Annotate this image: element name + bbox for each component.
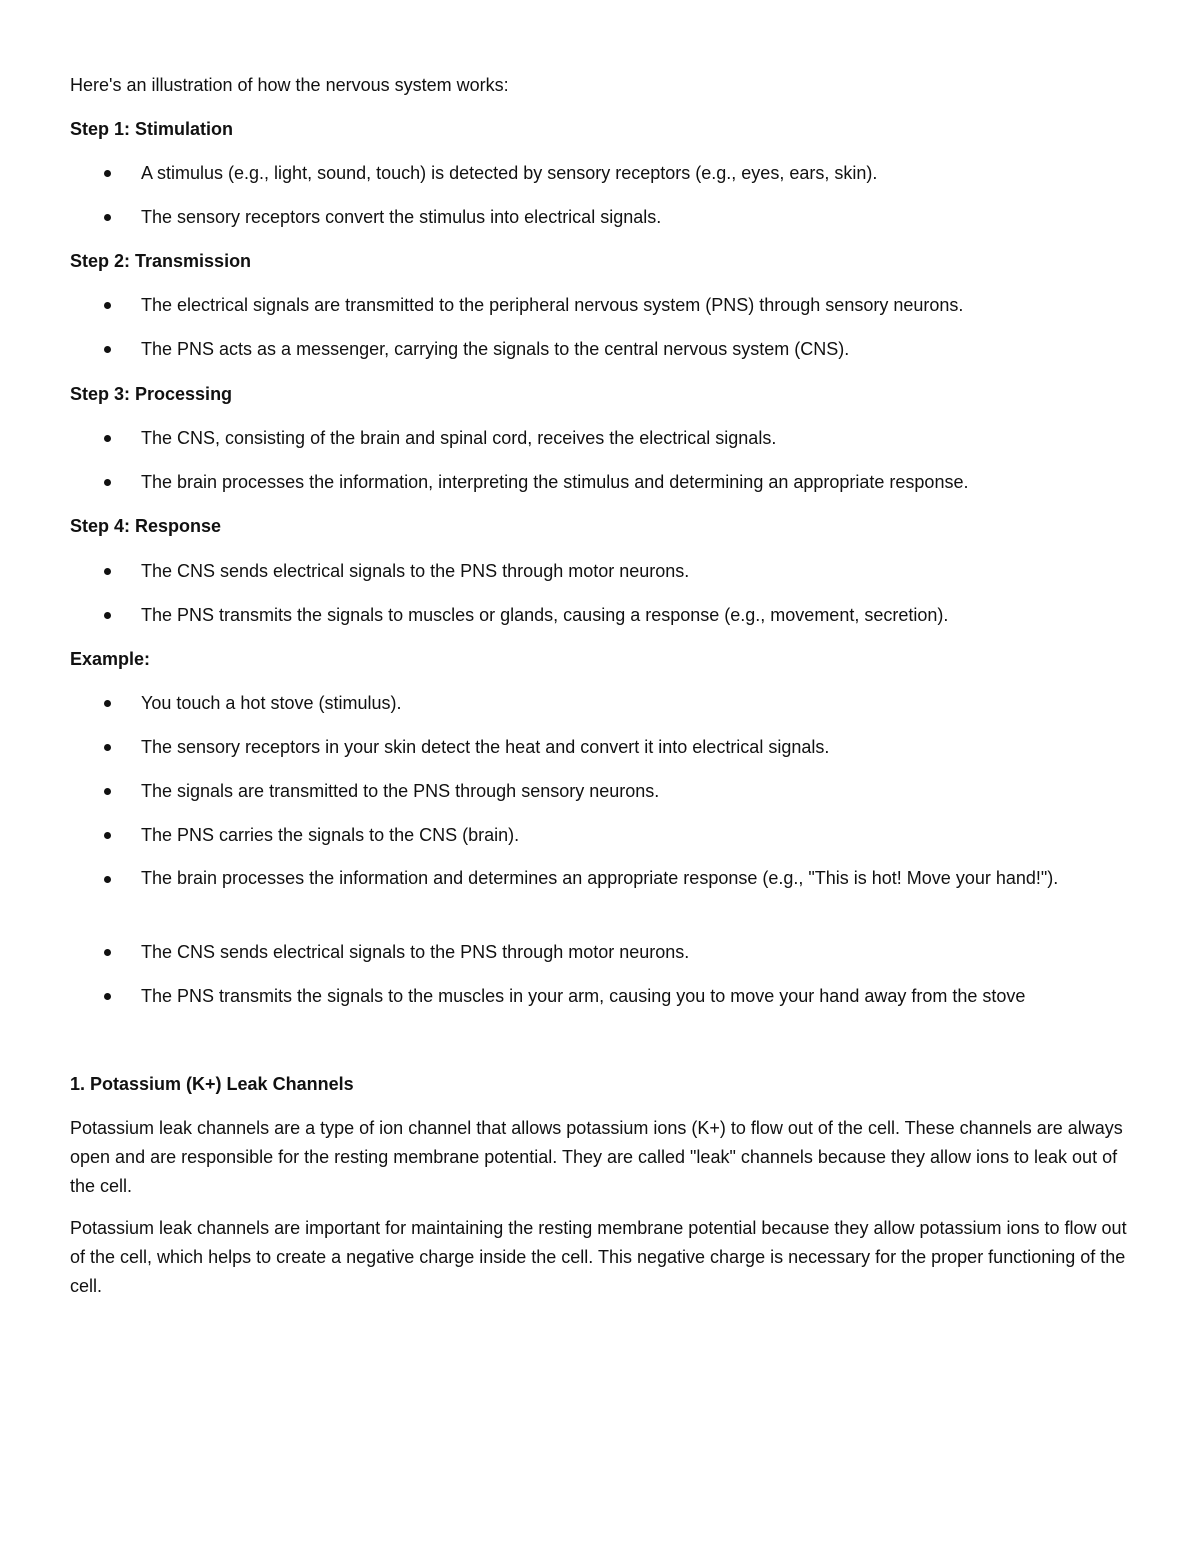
list-item-text: The CNS sends electrical signals to the PNS through motor neurons. [141,561,690,581]
step-3-heading: Step 3: Processing [70,384,233,404]
step-1-heading: Step 1: Stimulation [70,119,234,139]
list-item-text: The PNS transmits the signals to muscles or glands, causing a response (e.g., movement, secretion). [141,605,949,625]
paragraph: Potassium leak channels are important for maintaining the resting membrane potential because they allow potassium ions to flow out of the cell, which helps to create a negative charge inside the cell. This negative charge is necessary for the proper functioning of the cell. [70,1218,1127,1296]
step-2-heading: Step 2: Transmission [70,251,252,271]
bullet-icon [104,302,111,309]
intro-text: Here's an illustration of how the nervous system works: [70,75,509,95]
list-item-text: The CNS, consisting of the brain and spinal cord, receives the electrical signals. [141,428,777,448]
list-item-text: The PNS carries the signals to the CNS (brain). [141,825,520,845]
bullet-icon [104,832,111,839]
bullet-icon [104,214,111,221]
example-heading: Example: [70,649,151,669]
bullet-icon [104,993,111,1000]
step-4-heading: Step 4: Response [70,516,222,536]
bullet-icon [104,744,111,751]
bullet-icon [104,568,111,575]
bullet-icon [104,435,111,442]
list-item-text: The electrical signals are transmitted to the peripheral nervous system (PNS) through sensory neurons. [141,295,964,315]
bullet-icon [104,876,111,883]
bullet-icon [104,949,111,956]
bullet-icon [104,479,111,486]
paragraph: Potassium leak channels are a type of ion channel that allows potassium ions (K+) to flow out of the cell. These channels are always open and are responsible for the resting membrane potential. They are called "leak" channels because they allow ions to leak out of the cell. [70,1118,1123,1196]
bullet-icon [104,612,111,619]
bullet-icon [104,700,111,707]
bullet-icon [104,170,111,177]
list-item-text: The sensory receptors convert the stimulus into electrical signals. [141,207,662,227]
bullet-icon [104,346,111,353]
list-item-text: The CNS sends electrical signals to the PNS through motor neurons. [141,942,690,962]
list-item-text: You touch a hot stove (stimulus). [141,693,402,713]
list-item-text: The PNS transmits the signals to the muscles in your arm, causing you to move your hand away from the stove [141,986,1026,1006]
list-item-text: A stimulus (e.g., light, sound, touch) is detected by sensory receptors (e.g., eyes, ears, skin). [141,163,878,183]
list-item-text: The brain processes the information and determines an appropriate response (e.g., "This is hot! Move your hand!"). [141,868,1059,888]
section-heading: 1. Potassium (K+) Leak Channels [70,1074,354,1094]
list-item-text: The brain processes the information, interpreting the stimulus and determining an appropriate response. [141,472,969,492]
list-item-text: The signals are transmitted to the PNS through sensory neurons. [141,781,660,801]
list-item-text: The sensory receptors in your skin detect the heat and convert it into electrical signals. [141,737,830,757]
list-item-text: The PNS acts as a messenger, carrying the signals to the central nervous system (CNS). [141,339,850,359]
bullet-icon [104,788,111,795]
